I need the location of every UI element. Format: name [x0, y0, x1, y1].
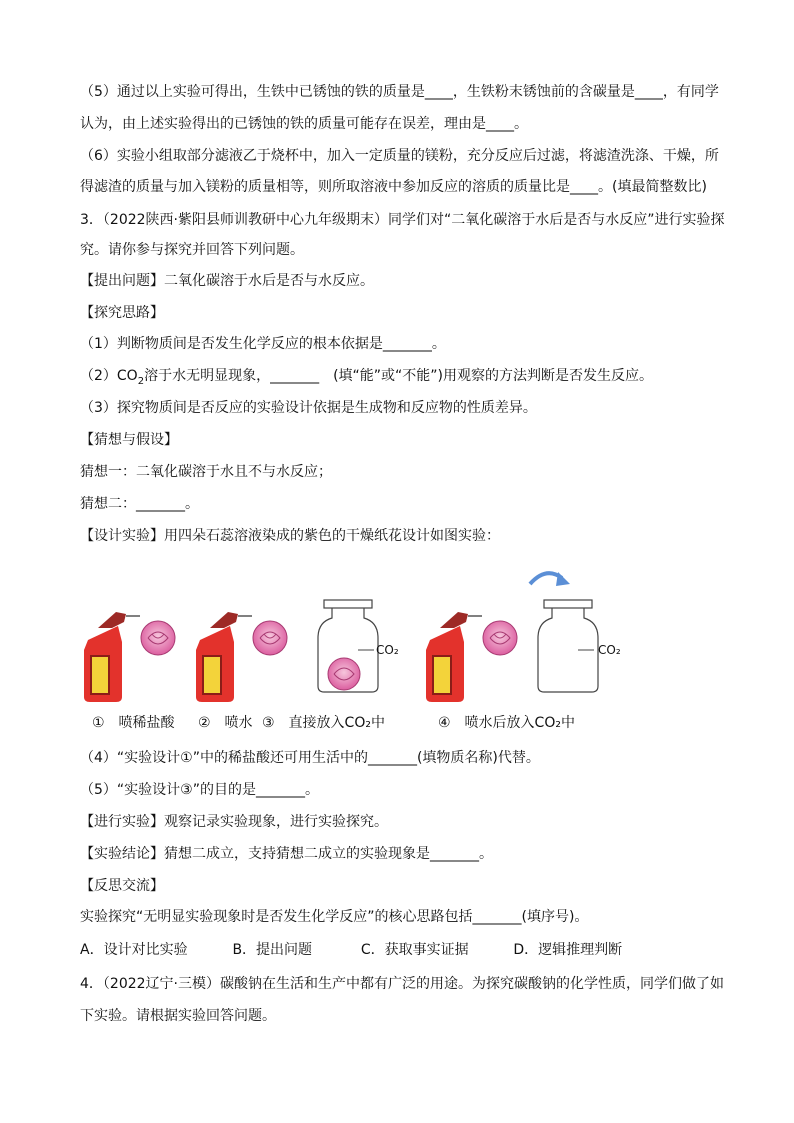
- option-c: C．获取事实证据: [360, 942, 469, 958]
- guess-heading: 【猜想与假设】: [80, 432, 178, 448]
- run-heading: 【进行实验】观察记录实验现象，进行实验探究。: [80, 814, 388, 830]
- q5-line-2: 认为，由上述实验得出的已锈蚀的铁的质量可能存在误差，理由是____。: [80, 116, 528, 132]
- rose-flower-icon: [328, 658, 360, 690]
- problem3-line-2: 究。请你参与探究并回答下列问题。: [80, 242, 304, 258]
- caption-2: ② 喷水: [198, 715, 253, 731]
- spray-bottle-icon: [196, 612, 252, 702]
- caption-1: ① 喷稀盐酸: [92, 715, 175, 731]
- guess-1: 猜想一：二氧化碳溶于水且不与水反应；: [80, 464, 332, 480]
- problem-heading: 【提出问题】二氧化碳溶于水后是否与水反应。: [80, 273, 374, 289]
- co2-label: CO₂: [376, 643, 399, 657]
- problem3-line-1: 3．（2022陕西·紫阳县师训教研中心九年级期末）同学们对“二氧化碳溶于水后是否与水反应”进行实验探: [80, 212, 725, 228]
- spray-bottle-icon: [426, 612, 482, 702]
- q5-line-1: （5）通过以上实验可得出，生铁中已锈蚀的铁的质量是____，生铁粉末锈蚀前的含碳量是____，有同学: [80, 84, 719, 100]
- rose-flower-icon: [141, 621, 175, 655]
- q4: （4）“实验设计①”中的稀盐酸还可用生活中的_______(填物质名称)代替。: [80, 750, 540, 766]
- guess-2: 猜想二：_______。: [80, 496, 199, 512]
- q5b: （5）“实验设计③”的目的是_______。: [80, 782, 319, 798]
- idea-3: （3）探究物质间是否反应的实验设计依据是生成物和反应物的性质差异。: [80, 400, 537, 416]
- gas-jar-icon: [538, 600, 598, 692]
- design-heading: 【设计实验】用四朵石蕊溶液染成的紫色的干燥纸花设计如图实验：: [80, 528, 500, 544]
- rose-flower-icon: [483, 621, 517, 655]
- caption-3: ③ 直接放入CO₂中: [262, 715, 385, 731]
- q6-line-1: （6）实验小组取部分滤液乙于烧杯中，加入一定质量的镁粉，充分反应后过滤，将滤渣洗涤、干燥，所: [80, 148, 719, 164]
- spray-bottle-icon: [84, 612, 140, 702]
- problem4-line-2: 下实验。请根据实验回答问题。: [80, 1008, 276, 1024]
- caption-4: ④ 喷水后放入CO₂中: [438, 715, 575, 731]
- co2-label: CO₂: [598, 643, 621, 657]
- reflect-text: 实验探究“无明显实验现象时是否发生化学反应”的核心思路包括_______(填序号)。: [80, 909, 589, 925]
- answer-options: [80, 940, 622, 960]
- idea-1: （1）判断物质间是否发生化学反应的根本依据是_______。: [80, 336, 446, 352]
- idea-2: $(2)CO_2$溶于水无明显现象，_______ (填“能”或“不能”)用观察的方法判断是否发生反应。: [80, 368, 654, 387]
- rose-flower-icon: [253, 621, 287, 655]
- q6-line-2: 得滤渣的质量与加入镁粉的质量相等，则所取溶液中参加反应的溶质的质量比是____。(填最简整数比): [80, 179, 707, 195]
- option-a: A．设计对比实验: [80, 942, 188, 958]
- option-b: B．提出问题: [232, 942, 313, 958]
- curved-arrow-icon: [530, 572, 570, 586]
- problem4-line-1: 4．（2022辽宁·三模）碳酸钠在生活和生产中都有广泛的用途。为探究碳酸钠的化学性质，同学们做了如: [80, 976, 724, 992]
- option-d: D．逻辑推理判断: [513, 942, 623, 958]
- reflect-heading: 【反思交流】: [80, 878, 164, 894]
- idea-heading: 【探究思路】: [80, 305, 164, 321]
- conclusion: 【实验结论】猜想二成立，支持猜想二成立的实验现象是_______。: [80, 846, 493, 862]
